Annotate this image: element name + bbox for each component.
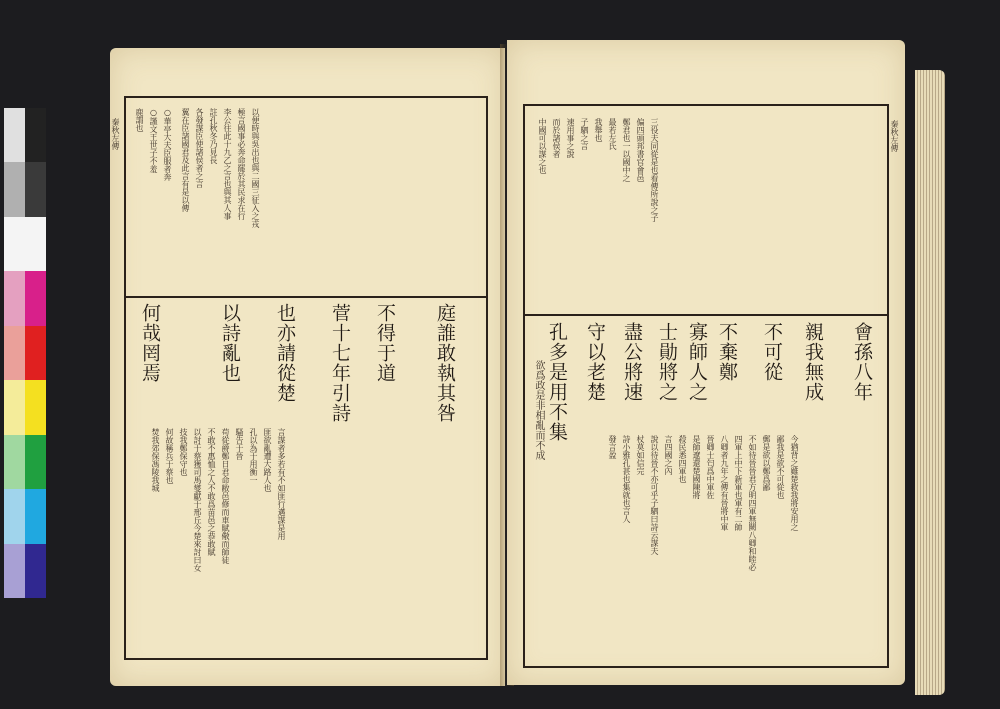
running-note: 孔以為于用衡一 <box>249 428 258 484</box>
running-note: 技我鄭保守也 <box>179 428 188 476</box>
running-note: 言謀者多若有不如匪行邁謀是用 <box>277 428 286 540</box>
page-edges <box>915 70 945 695</box>
running-note: 四軍上中下新軍也軍有二帥 <box>734 435 743 531</box>
main-column: 寡師人之 <box>686 322 708 402</box>
main-column: 不得于道 <box>374 303 396 383</box>
main-column: 不棄鄭 <box>716 322 738 382</box>
right-page-divider <box>525 314 887 316</box>
running-note: 苟從爵鄭日君命敝邑修而車賦儆而師徒 <box>221 428 230 564</box>
main-column: 也亦請從楚 <box>274 303 296 403</box>
header-note: 子駟之言 <box>580 118 589 150</box>
main-column: 孔多是用不集 <box>546 322 568 442</box>
main-column: 盡公將速 <box>621 322 643 402</box>
running-note: 郵是欲以鄭爲鄙 <box>762 435 771 491</box>
running-note: 杖莫如信完 <box>636 435 645 475</box>
running-note: 以討于蔡獲司馬燮獻于邢丘今楚來討曰女 <box>193 428 202 572</box>
running-note: 何故稱兵于蔡也 <box>165 428 174 484</box>
left-page-side-title: 秦秋左傳 <box>111 118 120 150</box>
running-note: 騷告于晉 <box>235 428 244 460</box>
main-column: 會孫八年 <box>851 322 873 402</box>
running-note: 不如待晉晉君方明四軍無闕八卿和睦必 <box>748 435 757 571</box>
margin-note: 鹿謂也 <box>135 108 144 132</box>
color-calibration-bar <box>4 108 46 598</box>
header-note: 中國可以謀之也 <box>538 118 547 174</box>
main-column: 士勛將之 <box>656 322 678 402</box>
left-page-running-notes <box>150 428 287 658</box>
header-note: 三役夫同從是也看傳所說之子 <box>650 118 659 222</box>
main-column: 何哉罔焉 <box>139 303 161 383</box>
main-column: 守以老楚 <box>584 322 606 402</box>
margin-note: ○華亭大夫臣服者奔 <box>163 108 172 181</box>
running-note: 匪欲亂遭大路人也 <box>263 428 272 492</box>
running-note: 不敢不惠恤之人不敢爲苗邑之恭敢賦 <box>207 428 216 556</box>
running-note: 詩小雅孔甚也集就也言人 <box>622 435 631 523</box>
header-note: 偏四頭邦書官會邑 <box>636 118 645 182</box>
running-note: 今猶背之雖楚救我將安用之 <box>790 435 799 531</box>
left-page-header-notes <box>180 108 261 258</box>
running-note: 焚我郊保馮陵我城 <box>151 428 160 492</box>
left-page <box>110 48 505 686</box>
main-column: 親我無成 <box>802 322 824 402</box>
running-note: 發言盈 <box>608 435 617 459</box>
left-page-margin-notes <box>134 108 173 258</box>
running-note: 八卿者九年之傳有晉將中軍 <box>720 435 729 531</box>
open-book <box>100 40 935 690</box>
header-note: 鄭君也一以國中之 <box>622 118 631 182</box>
header-note: 最若左氏 <box>608 118 617 150</box>
main-column: 以詩亂也 <box>219 303 241 383</box>
running-note: 說以待晉不亦可乎子駟曰詩云謀夫 <box>650 435 659 555</box>
main-column: 菅十七年引詩 <box>329 303 351 423</box>
header-note: 各發謀臣使諸侯者之言 <box>195 108 204 188</box>
header-note: 而於諸侯者 <box>552 118 561 158</box>
left-page-divider <box>126 296 486 298</box>
margin-note: ○謹文王世子不羞 <box>149 108 158 173</box>
main-column: 不可從 <box>761 322 783 382</box>
header-note: 李公往此十九乙之言也與其人事 <box>223 108 232 220</box>
right-page-header-notes <box>537 118 660 303</box>
main-column-note: 欲爲政是非相亂而不成 <box>533 360 544 460</box>
main-column: 庭誰敢執其咎 <box>434 303 456 423</box>
header-note: 以便時與吳出也與二國三征入之戎 <box>251 108 260 228</box>
running-note: 晉卿士匄爲中軍佐 <box>706 435 715 499</box>
header-note: 速用事之說 <box>566 118 575 158</box>
header-note: 我舉也 <box>594 118 603 142</box>
running-note: 鄙我是欲不可從也 <box>776 435 785 499</box>
right-page-running-notes <box>607 435 800 665</box>
header-note: 極言國事必奔命罷於其民求在行 <box>237 108 246 220</box>
running-note: 殺民悉四軍也 <box>678 435 687 483</box>
header-note: 翼在臣諸國君及此言有是以傳 <box>181 108 190 212</box>
running-note: 言四國之內 <box>664 435 673 475</box>
running-note: 是師遼還楚國陳將 <box>692 435 701 499</box>
header-note: 註孔秋冬乃見長 <box>209 108 218 164</box>
right-page-side-title: 秦秋左傳 <box>890 120 899 152</box>
right-page <box>507 40 905 685</box>
